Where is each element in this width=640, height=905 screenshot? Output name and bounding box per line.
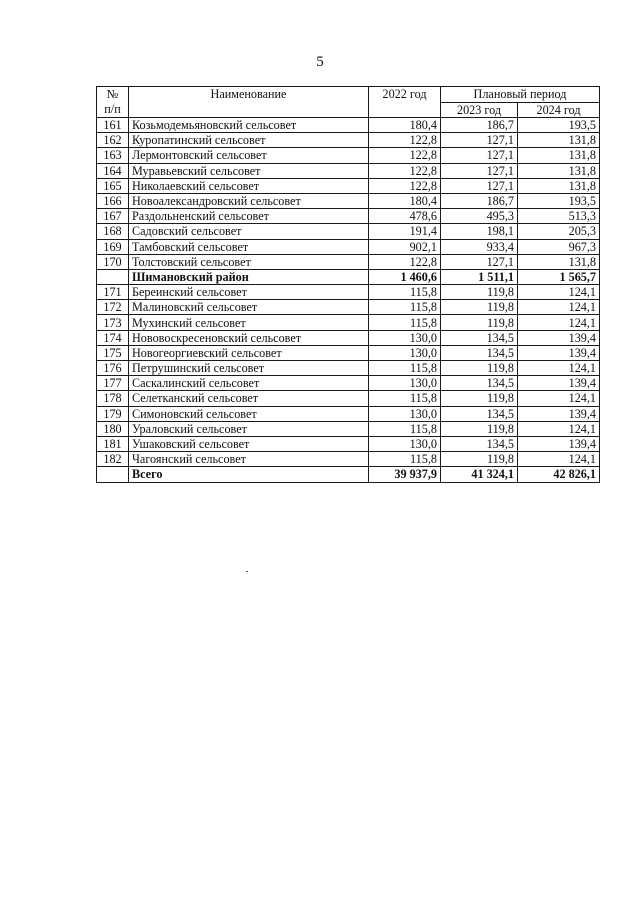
row-value-2022: 1 460,6 (369, 269, 441, 284)
row-value-2022: 115,8 (369, 421, 441, 436)
row-value-2022: 115,8 (369, 315, 441, 330)
page-number: 5 (316, 54, 324, 70)
row-value-2022: 39 937,9 (369, 467, 441, 482)
table-row (97, 163, 600, 178)
row-value-2024: 193,5 (518, 118, 600, 133)
table-body (97, 118, 600, 483)
row-name: Козьмодемьяновский сельсовет (129, 118, 369, 133)
row-value-2024: 205,3 (518, 224, 600, 239)
table-row (97, 376, 600, 391)
row-value-2024: 131,8 (518, 163, 600, 178)
row-name: Ураловский сельсовет (129, 421, 369, 436)
row-value-2023: 127,1 (441, 133, 518, 148)
row-name: Нововоскресеновский сельсовет (129, 330, 369, 345)
row-value-2023: 186,7 (441, 118, 518, 133)
row-name: Лермонтовский сельсовет (129, 148, 369, 163)
table-row (97, 239, 600, 254)
row-number: 174 (97, 330, 129, 345)
row-value-2024: 513,3 (518, 209, 600, 224)
row-number: 172 (97, 300, 129, 315)
row-value-2022: 191,4 (369, 224, 441, 239)
row-value-2024: 193,5 (518, 193, 600, 208)
table-row (97, 118, 600, 133)
row-name: Ушаковский сельсовет (129, 436, 369, 451)
table-row-total (97, 269, 600, 284)
table-row (97, 224, 600, 239)
row-name: Раздольненский сельсовет (129, 209, 369, 224)
row-value-2023: 119,8 (441, 421, 518, 436)
row-value-2024: 139,4 (518, 436, 600, 451)
row-value-2023: 186,7 (441, 193, 518, 208)
row-name: Саскалинский сельсовет (129, 376, 369, 391)
table-row-total (97, 467, 600, 482)
table-row (97, 193, 600, 208)
row-value-2022: 478,6 (369, 209, 441, 224)
row-value-2022: 115,8 (369, 452, 441, 467)
table-row (97, 436, 600, 451)
row-name: Новогеоргиевский сельсовет (129, 345, 369, 360)
row-number: 169 (97, 239, 129, 254)
row-name: Новоалександровский сельсовет (129, 193, 369, 208)
row-value-2023: 41 324,1 (441, 467, 518, 482)
row-name: Береинский сельсовет (129, 285, 369, 300)
row-value-2022: 122,8 (369, 178, 441, 193)
row-name: Малиновский сельсовет (129, 300, 369, 315)
header-year-2022: 2022 год (369, 87, 441, 118)
table-row (97, 209, 600, 224)
row-value-2022: 122,8 (369, 133, 441, 148)
row-value-2023: 495,3 (441, 209, 518, 224)
row-value-2023: 119,8 (441, 452, 518, 467)
row-name: Муравьевский сельсовет (129, 163, 369, 178)
row-name: Селетканский сельсовет (129, 391, 369, 406)
row-value-2023: 119,8 (441, 391, 518, 406)
row-name: Шимановский район (129, 269, 369, 284)
row-name: Садовский сельсовет (129, 224, 369, 239)
header-year-2024: 2024 год (518, 102, 600, 118)
row-value-2024: 42 826,1 (518, 467, 600, 482)
row-name: Мухинский сельсовет (129, 315, 369, 330)
row-value-2022: 122,8 (369, 163, 441, 178)
row-name: Куропатинский сельсовет (129, 133, 369, 148)
row-value-2023: 198,1 (441, 224, 518, 239)
row-value-2022: 122,8 (369, 254, 441, 269)
row-value-2024: 139,4 (518, 376, 600, 391)
row-value-2022: 122,8 (369, 148, 441, 163)
row-value-2022: 180,4 (369, 193, 441, 208)
row-value-2024: 967,3 (518, 239, 600, 254)
row-number: 167 (97, 209, 129, 224)
row-number: 180 (97, 421, 129, 436)
row-name: Симоновский сельсовет (129, 406, 369, 421)
table-row (97, 133, 600, 148)
row-value-2024: 124,1 (518, 285, 600, 300)
row-value-2022: 130,0 (369, 330, 441, 345)
header-year-2023: 2023 год (441, 102, 518, 118)
row-value-2024: 124,1 (518, 315, 600, 330)
row-value-2022: 130,0 (369, 406, 441, 421)
table-row (97, 254, 600, 269)
header-planned-period: Плановый период (441, 87, 600, 103)
row-value-2023: 1 511,1 (441, 269, 518, 284)
stray-mark (246, 571, 248, 572)
row-number: 168 (97, 224, 129, 239)
row-value-2023: 119,8 (441, 315, 518, 330)
row-value-2023: 119,8 (441, 300, 518, 315)
row-value-2024: 124,1 (518, 300, 600, 315)
table-row (97, 178, 600, 193)
row-value-2024: 139,4 (518, 330, 600, 345)
row-value-2023: 119,8 (441, 361, 518, 376)
row-number: 176 (97, 361, 129, 376)
row-number: 163 (97, 148, 129, 163)
row-number: 164 (97, 163, 129, 178)
table-header-row-1 (97, 87, 600, 103)
row-number: 171 (97, 285, 129, 300)
row-value-2024: 139,4 (518, 345, 600, 360)
row-value-2023: 134,5 (441, 406, 518, 421)
row-number: 178 (97, 391, 129, 406)
row-value-2022: 130,0 (369, 345, 441, 360)
row-value-2024: 131,8 (518, 133, 600, 148)
row-value-2024: 131,8 (518, 178, 600, 193)
row-number: 173 (97, 315, 129, 330)
table-row (97, 300, 600, 315)
row-value-2024: 139,4 (518, 406, 600, 421)
row-value-2023: 119,8 (441, 285, 518, 300)
row-value-2024: 124,1 (518, 391, 600, 406)
row-number: 165 (97, 178, 129, 193)
row-value-2024: 131,8 (518, 148, 600, 163)
header-num-line2: п/п (104, 102, 121, 116)
row-number: 177 (97, 376, 129, 391)
row-name: Петрушинский сельсовет (129, 361, 369, 376)
table-row (97, 285, 600, 300)
table-row (97, 345, 600, 360)
row-name: Всего (129, 467, 369, 482)
row-value-2022: 115,8 (369, 361, 441, 376)
table-row (97, 391, 600, 406)
row-value-2024: 1 565,7 (518, 269, 600, 284)
row-name: Толстовский сельсовет (129, 254, 369, 269)
row-value-2024: 131,8 (518, 254, 600, 269)
table-row (97, 406, 600, 421)
row-number: 175 (97, 345, 129, 360)
table-row (97, 330, 600, 345)
budget-table (96, 86, 600, 483)
row-value-2024: 124,1 (518, 452, 600, 467)
table-row (97, 421, 600, 436)
row-value-2023: 134,5 (441, 330, 518, 345)
row-value-2024: 124,1 (518, 421, 600, 436)
row-value-2022: 130,0 (369, 436, 441, 451)
table-row (97, 148, 600, 163)
row-value-2023: 127,1 (441, 148, 518, 163)
row-number: 170 (97, 254, 129, 269)
row-number: 182 (97, 452, 129, 467)
table-row (97, 315, 600, 330)
row-value-2023: 127,1 (441, 163, 518, 178)
row-value-2022: 115,8 (369, 300, 441, 315)
row-value-2023: 134,5 (441, 436, 518, 451)
row-value-2023: 933,4 (441, 239, 518, 254)
row-value-2023: 127,1 (441, 254, 518, 269)
row-value-2022: 115,8 (369, 285, 441, 300)
row-value-2023: 134,5 (441, 376, 518, 391)
row-value-2023: 127,1 (441, 178, 518, 193)
row-number: 181 (97, 436, 129, 451)
row-number (97, 269, 129, 284)
row-value-2024: 124,1 (518, 361, 600, 376)
row-value-2023: 134,5 (441, 345, 518, 360)
table-row (97, 452, 600, 467)
row-number (97, 467, 129, 482)
row-name: Николаевский сельсовет (129, 178, 369, 193)
row-name: Чагоянский сельсовет (129, 452, 369, 467)
row-value-2022: 115,8 (369, 391, 441, 406)
row-value-2022: 902,1 (369, 239, 441, 254)
row-value-2022: 130,0 (369, 376, 441, 391)
header-name: Наименование (129, 87, 369, 118)
header-num-line1: № (106, 87, 119, 101)
row-number: 161 (97, 118, 129, 133)
row-number: 166 (97, 193, 129, 208)
row-number: 162 (97, 133, 129, 148)
row-name: Тамбовский сельсовет (129, 239, 369, 254)
header-num (97, 87, 129, 118)
table-row (97, 361, 600, 376)
row-number: 179 (97, 406, 129, 421)
row-value-2022: 180,4 (369, 118, 441, 133)
